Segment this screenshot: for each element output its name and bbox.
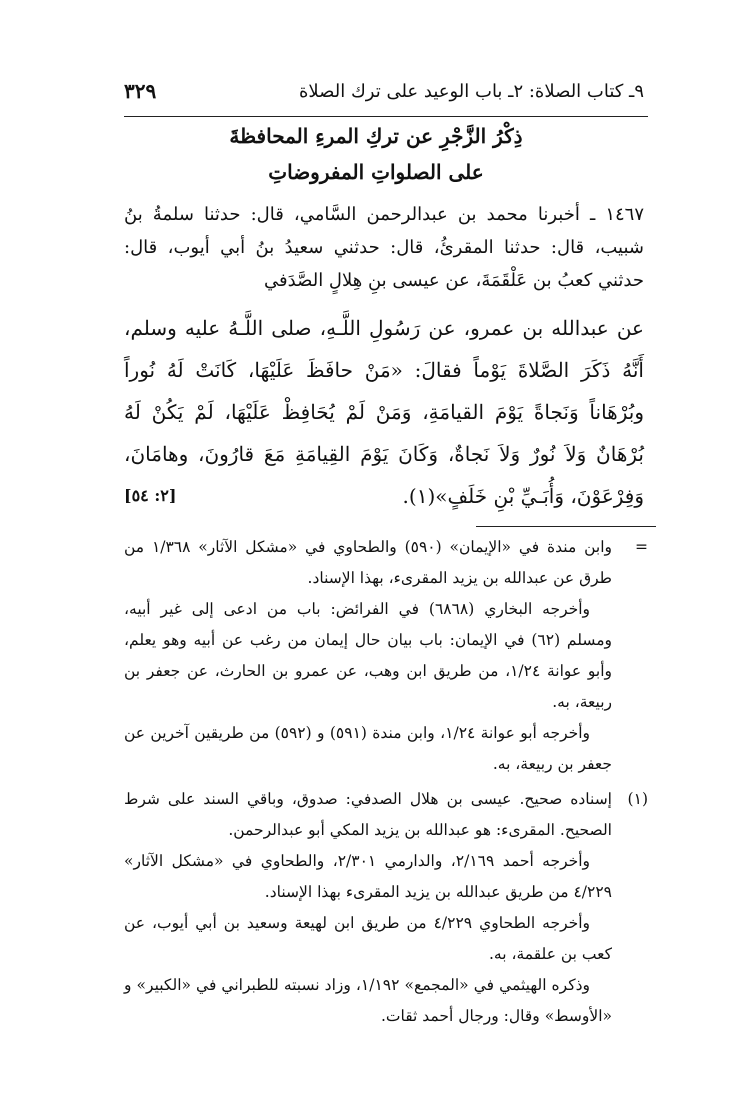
section-title-line2: على الصلواتِ المفروضاتِ [268, 160, 484, 184]
header-rule [124, 116, 648, 117]
hadith-body [124, 198, 644, 517]
note-continuation-text: وابن مندة في «الإيمان» (٥٩٠) والطحاوي في «مشكل الآثار» ١/٣٦٨ من طرق عن عبدالله بن يزيد المقرىء، بهذا الإسناد. [124, 538, 612, 587]
hadith-reference: [٢: ٥٤] [124, 486, 177, 505]
footnote-1 [124, 784, 648, 846]
page-number: ٣٢٩ [124, 79, 157, 103]
hadith-isnad: ١٤٦٧ ـ أخبرنا محمد بن عبدالرحمن السَّامي، قال: حدثنا سلمةُ بنُ شبيب، قال: حدثنا المقرئُ، قال: حدثني سعيدُ بنُ أبي أيوب، قال: حدثني كعبُ بن عَلْقَمَةَ، عن عيسى بنِ هِلالٍ الصَّدَفي [124, 204, 644, 291]
note-bukhari: وأخرجه البخاري (٦٨٦٨) في الفرائض: باب من ادعى إلى غير أبيه، ومسلم (٦٢) في الإيمان: باب بيان حال إيمان من رغب عن أبيه وهو يعلم، وأبو عوانة ١/٢٤، من طريق ابن وهب، عن عمرو بن الحارث، عن جعفر بن ربيعة، به. [124, 600, 612, 711]
hadith-matn [124, 307, 644, 517]
footnote-separator [476, 526, 656, 527]
page-header [124, 74, 644, 108]
note-tahawi: وأخرجه الطحاوي ٤/٢٢٩ من طريق ابن لهيعة وسعيد بن أبي أيوب، عن كعب بن علقمة، به. [124, 914, 612, 963]
continuation-marker: = [635, 538, 648, 556]
note-continuation [124, 532, 648, 594]
section-title-line1: ذِكْرُ الزَّجْرِ عن تركِ المرءِ المحافظةَ [229, 124, 523, 148]
note-abu-awana: وأخرجه أبو عوانة ١/٢٤، وابن مندة (٥٩١) و (٥٩٢) من طريقين آخرين عن جعفر بن ربيعة، به. [124, 724, 612, 773]
footnote-1-text: إسناده صحيح. عيسى بن هلال الصدفي: صدوق، وباقي السند على شرط الصحيح. المقرىء: هو عبدالله بن يزيد المكي أبو عبدالرحمن. [124, 790, 612, 839]
footnotes [124, 532, 648, 1032]
running-title: ٩ـ كتاب الصلاة: ٢ـ باب الوعيد على ترك الصلاة [298, 80, 644, 102]
hadith-matn-text: عن عبدالله بن عمرو، عن رَسُولِ اللَّـهِ، صلى اللَّـهُ عليه وسلم، أَنَّهُ ذَكَرَ الصَّلاةَ يَوْماً فقالَ: «مَنْ حافَظَ عَلَيْهَا، كَانَتْ لَهُ نُوراً وبُرْهَاناً وَنَجاةً يَوْمَ القيامَةِ، وَمَنْ لَمْ يُحَافِظْ عَلَيْهَا، لَمْ يَكُنْ لَهُ بُرْهَانٌ وَلاَ نُورٌ وَلاَ نَجاةٌ، وَكَانَ يَوْمَ القِيامَةِ مَعَ قارُونَ، وهامَانَ، وَفِرْعَوْنَ، وَأُبَـيِّ بْنِ خَلَفٍ»(١). [124, 316, 644, 508]
note-haythami: وذكره الهيثمي في «المجمع» ١/١٩٢، وزاد نسبته للطبراني في «الكبير» و «الأوسط» وقال: ورجال أحمد ثقات. [124, 976, 612, 1025]
footnote-number: (١) [627, 790, 648, 808]
note-ahmad: وأخرجه أحمد ٢/١٦٩، والدارمي ٢/٣٠١، والطحاوي في «مشكل الآثار» ٤/٢٢٩ من طريق عبدالله بن يزيد المقرىء بهذا الإسناد. [124, 852, 612, 901]
